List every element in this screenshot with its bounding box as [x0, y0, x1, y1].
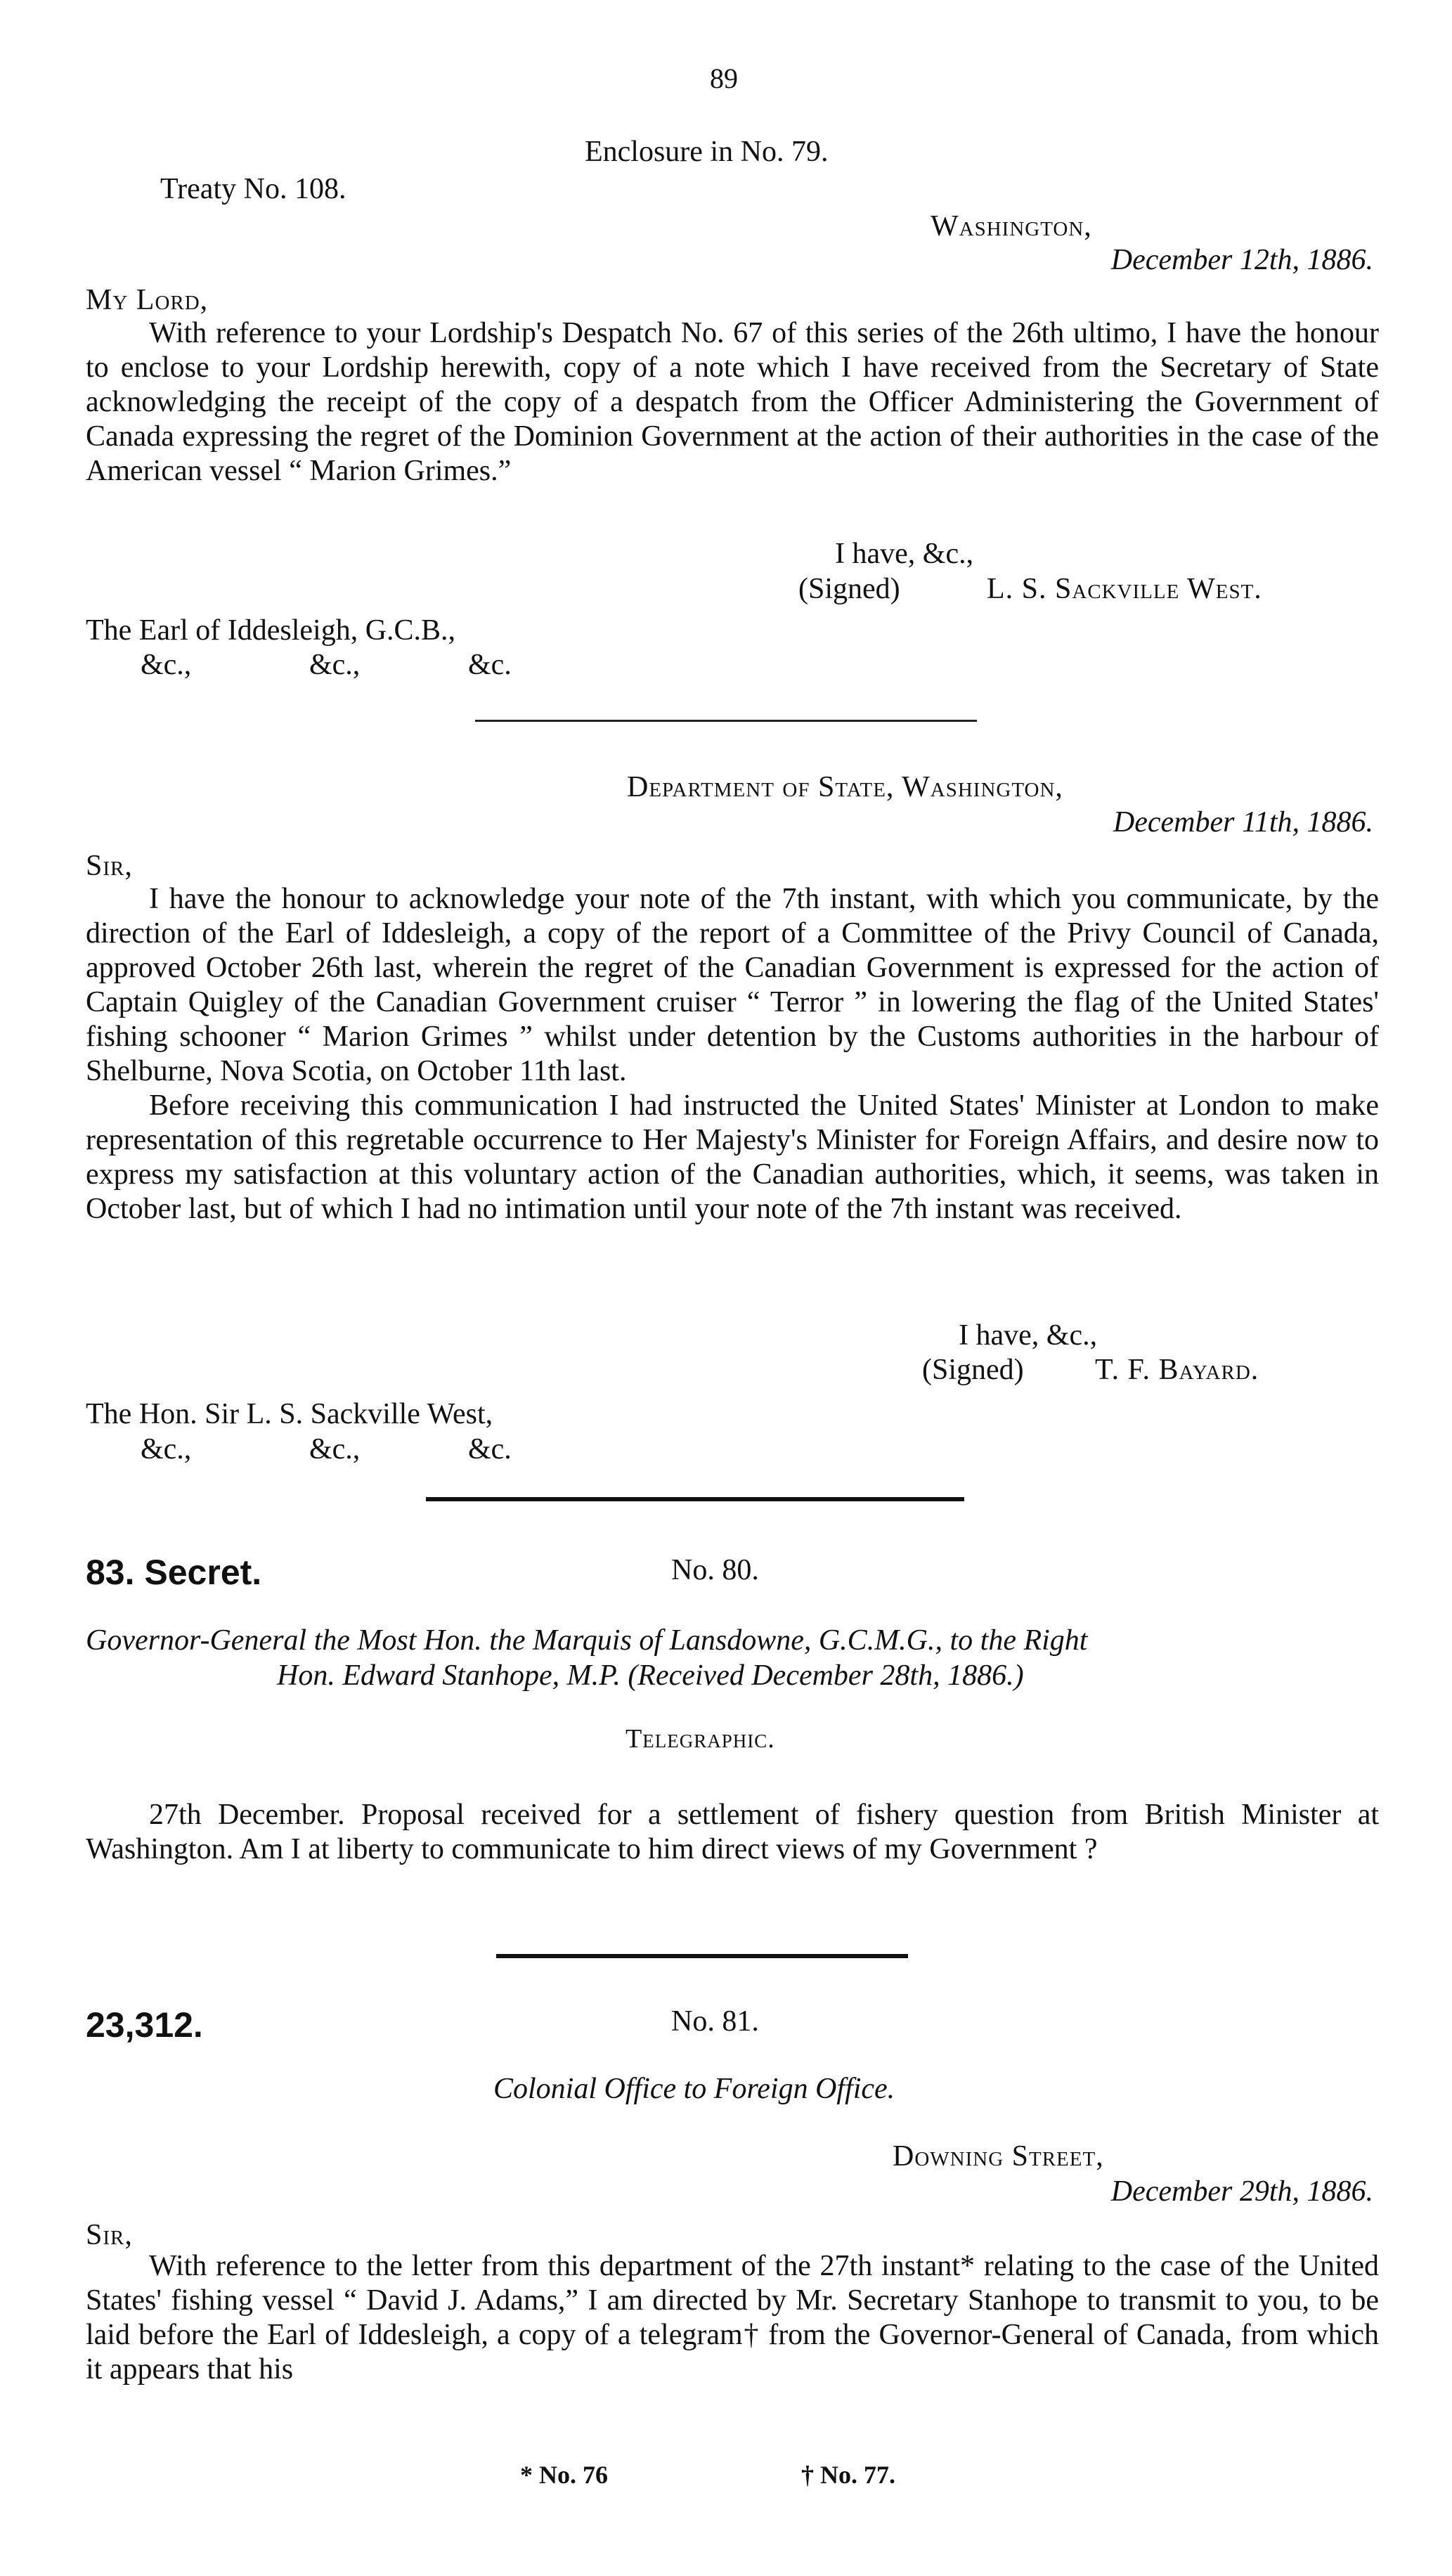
- doc84-place: Downing Street,: [893, 2140, 1104, 2173]
- paragraph: With reference to the letter from this department of the 27th instant* relating to the case of the United States' fishing vessel “ David J. Adams,” I am directed by Mr. Secretary Stanhope to transmit to you, to be laid before the Earl of Iddesleigh, a copy of a telegram† from the Governor-General of Canada, from which it appears that his: [86, 2250, 1379, 2386]
- footnote: * No. 76: [520, 2461, 608, 2489]
- addressee-etc: &c.: [468, 1433, 512, 1465]
- state-letter-closing: I have, &c.,: [959, 1319, 1098, 1352]
- enclosure-signatory: L. S. Sackville West.: [987, 573, 1262, 605]
- doc84-date: December 29th, 1886.: [1110, 2175, 1373, 2208]
- enclosure-addressee: The Earl of Iddesleigh, G.C.B.,: [86, 614, 456, 647]
- state-letter-salutation: Sir,: [86, 850, 133, 882]
- paragraph: I have the honour to acknowledge your note of the 7th instant, with which you communicate, by the direction of the Earl of Iddesleigh, a copy of the report of a Committee of the Privy Council of Canada, approved October 26th last, wherein the regret of the Canadian Government is expressed for the action of Captain Quigley of the Canadian Government cruiser “ Terror ” in lowering the flag of the United States' fishing schooner “ Marion Grimes ” whilst under detention by the Customs authorities in the harbour of Shelburne, Nova Scotia, on October 11th last.: [86, 883, 1379, 1087]
- doc84-title: Colonial Office to Foreign Office.: [493, 2073, 895, 2105]
- footnote: † No. 77.: [801, 2461, 895, 2489]
- enclosure-signed: (Signed): [798, 573, 900, 605]
- section-divider: [475, 720, 977, 722]
- enclosure-date: December 12th, 1886.: [1110, 244, 1373, 276]
- doc83-title-line2: Hon. Edward Stanhope, M.P. (Received December 28th, 1886.): [277, 1659, 1024, 1692]
- paragraph: With reference to your Lordship's Despatch No. 67 of this series of the 26th ultimo, I have the honour to enclose to your Lordship herewith, copy of a note which I have received from the Secretary of State acknowledging the receipt of the copy of a despatch from the Officer Administering the Government of Canada expressing the regret of the Dominion Government at the action of their authorities in the case of the American vessel “ Marion Grimes.”: [86, 317, 1379, 487]
- state-letter-addressee: The Hon. Sir L. S. Sackville West,: [86, 1398, 493, 1430]
- doc84-body: [86, 2249, 1379, 2387]
- doc84-number: No. 81.: [671, 2005, 759, 2038]
- enclosure-body: [86, 316, 1379, 488]
- treaty-number: Treaty No. 108.: [160, 173, 346, 205]
- state-letter-body: [86, 882, 1379, 1226]
- enclosure-title: Enclosure in No. 79.: [585, 136, 829, 168]
- page-number: 89: [710, 63, 738, 94]
- enclosure-salutation: My Lord,: [86, 284, 209, 316]
- state-letter-date: December 11th, 1886.: [1113, 806, 1373, 839]
- section-divider: [496, 1954, 908, 1958]
- enclosure-closing: I have, &c.,: [835, 538, 974, 570]
- paragraph: Before receiving this communication I had instructed the United States' Minister at London to make representation of this regretable occurrence to Her Majesty's Minister for Foreign Affairs, and desire now to express my satisfaction at this voluntary action of the Canadian authorities, which, it seems, was taken in October last, but of which I had no intimation until your note of the 7th instant was received.: [86, 1089, 1379, 1225]
- paragraph: 27th December. Proposal received for a settlement of fishery question from British Minister at Washington. Am I at liberty to communicate to him direct views of my Government ?: [86, 1799, 1379, 1865]
- doc83-body: [86, 1798, 1379, 1867]
- addressee-etc: &c.,: [141, 649, 192, 681]
- enclosure-place: Washington,: [931, 210, 1092, 242]
- state-letter-signed: (Signed): [922, 1354, 1024, 1386]
- addressee-etc: &c.,: [309, 649, 361, 681]
- state-letter-place: Department of State, Washington,: [627, 771, 1063, 803]
- addressee-etc: &c.: [468, 649, 512, 681]
- doc83-marker: 83. Secret.: [86, 1553, 262, 1592]
- state-letter-signatory: T. F. Bayard.: [1095, 1354, 1259, 1386]
- section-divider: [426, 1497, 964, 1501]
- doc84-salutation: Sir,: [86, 2219, 133, 2251]
- doc84-marker: 23,312.: [86, 2005, 203, 2045]
- doc83-number: No. 80.: [671, 1554, 759, 1586]
- addressee-etc: &c.,: [309, 1433, 361, 1465]
- doc83-type: Telegraphic.: [625, 1724, 775, 1754]
- addressee-etc: &c.,: [141, 1433, 192, 1465]
- doc83-title-line1: Governor-General the Most Hon. the Marquis of Lansdowne, G.C.M.G., to the Right: [86, 1624, 1088, 1657]
